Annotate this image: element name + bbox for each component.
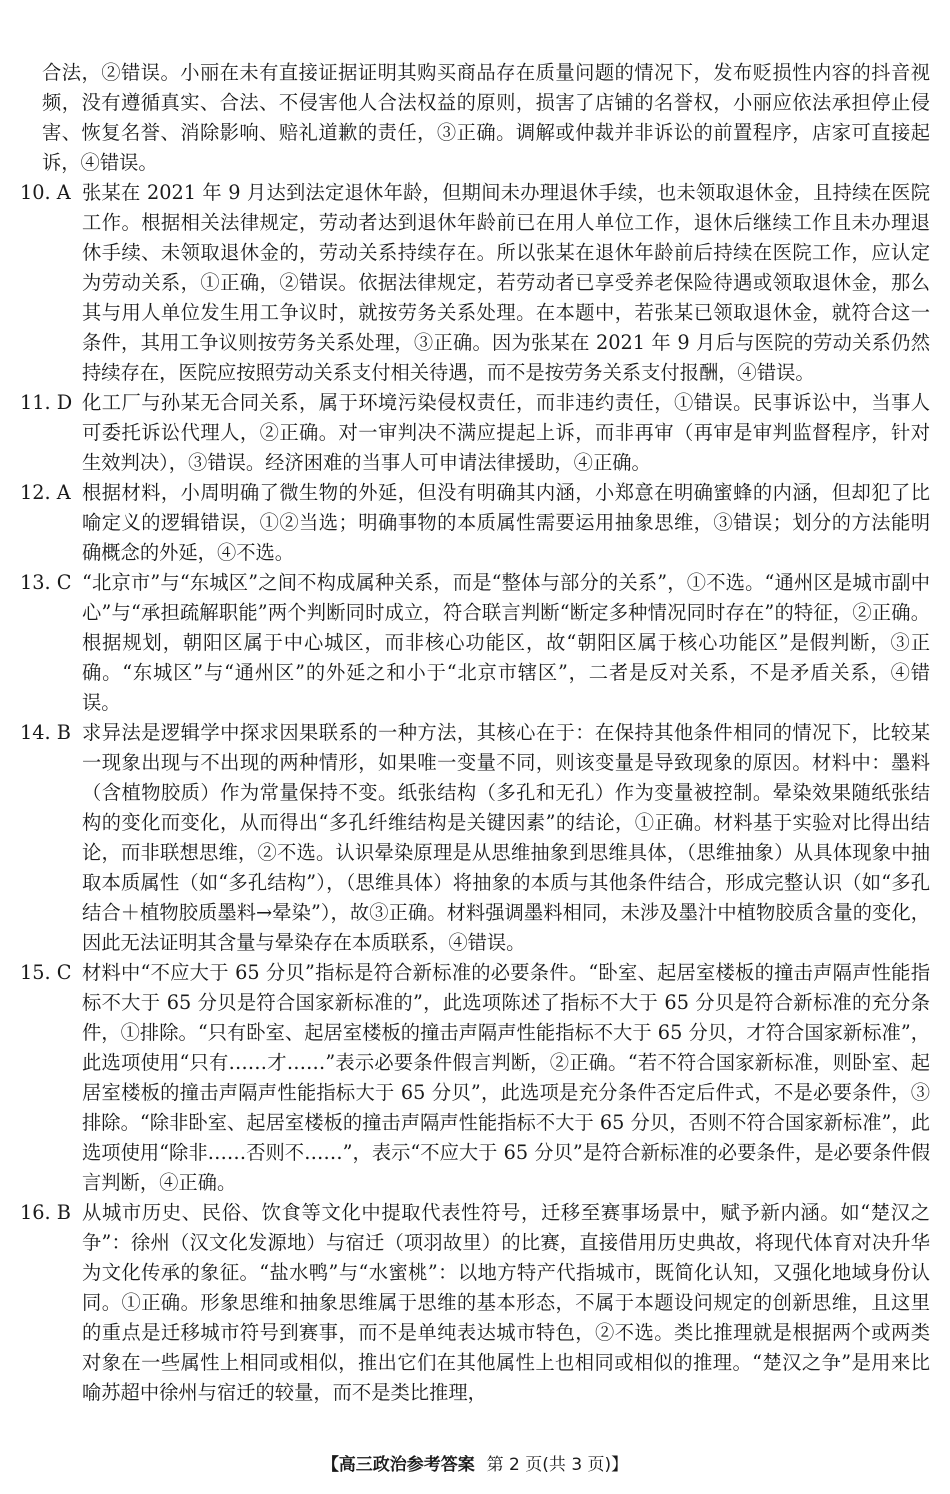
page-footer (0, 1450, 950, 1475)
answer-text: 根据材料，小周明确了微生物的外延，但没有明确其内涵，小郑意在明确蜜蜂的内涵，但却犯了比喻定义的逻辑错误，①②当选；明确事物的本质属性需要运用抽象思维，③错误；划分的方法能明确概念的外延，④不选。 (82, 481, 930, 564)
answer-item-15 (20, 958, 930, 1198)
question-number: 14. B (20, 721, 71, 744)
answer-item-16 (20, 1198, 930, 1408)
answer-text: 求异法是逻辑学中探求因果联系的一种方法，其核心在于：在保持其他条件相同的情况下，比较某一现象出现与不出现的两种情形，如果唯一变量不同，则该变量是导致现象的原因。材料中：墨料（含植物胶质）作为常量保持不变。纸张结构（多孔和无孔）作为变量被控制。晕染效果随纸张结构的变化而变化，从而得出“多孔纤维结构是关键因素”的结论，①正确。材料基于实验对比得出结论，而非联想思维，②不选。认识晕染原理是从思维抽象到思维具体，（思维抽象）从具体现象中抽取本质属性（如“多孔结构”），（思维具体）将抽象的本质与其他条件结合，形成完整认识（如“多孔结合＋植物胶质墨料→晕染”），故③正确。材料强调墨料相同，未涉及墨汁中植物胶质含量的变化，因此无法证明其含量与晕染存在本质联系，④错误。 (82, 721, 930, 954)
footer-page-number: 第 2 页(共 3 页)】 (486, 1455, 629, 1475)
question-number: 11. D (20, 391, 73, 414)
question-number: 10. A (20, 181, 71, 204)
footer-title: 【高三政治参考答案 (321, 1455, 475, 1475)
answer-item-11 (20, 388, 930, 478)
answer-text: 材料中“不应大于 65 分贝”指标是符合新标准的必要条件。“卧室、起居室楼板的撞击声隔声性能指标不大于 65 分贝是符合国家新标准的”，此选项陈述了指标不大于 65 分贝是符合新标准的充分条件，①排除。“只有卧室、起居室楼板的撞击声隔声性能指标不大于 65 分贝，才符合国家新标准”，此选项使用“只有……才……”表示必要条件假言判断，②正确。“若不符合国家新标准，则卧室、起居室楼板的撞击声隔声性能指标大于 65 分贝”，此选项是充分条件否定后件式，不是必要条件，③排除。“除非卧室、起居室楼板的撞击声隔声性能指标不大于 65 分贝，否则不符合国家新标准”，此选项使用“除非……否则不……”，表示“不应大于 65 分贝”是符合新标准的必要条件，是必要条件假言判断，④正确。 (82, 961, 930, 1194)
question-number: 13. C (20, 571, 72, 594)
answer-item-13 (20, 568, 930, 718)
answer-item-10 (20, 178, 930, 388)
answer-item-14 (20, 718, 930, 958)
question-number: 16. B (20, 1201, 71, 1224)
question-number: 12. A (20, 481, 71, 504)
answer-text: “北京市”与“东城区”之间不构成属种关系，而是“整体与部分的关系”，①不选。“通州区是城市副中心”与“承担疏解职能”两个判断同时成立，符合联言判断“断定多种情况同时存在”的特征，②正确。根据规划，朝阳区属于中心城区，而非核心功能区，故“朝阳区属于核心功能区”是假判断，③正确。“东城区”与“通州区”的外延之和小于“北京市辖区”，二者是反对关系，不是矛盾关系，④错误。 (82, 571, 930, 714)
answer-item-12 (20, 478, 930, 568)
continued-paragraph: 合法，②错误。小丽在未有直接证据证明其购买商品存在质量问题的情况下，发布贬损性内容的抖音视频，没有遵循真实、合法、不侵害他人合法权益的原则，损害了店铺的名誉权，小丽应依法承担停止侵害、恢复名誉、消除影响、赔礼道歉的责任，③正确。调解或仲裁并非诉讼的前置程序，店家可直接起诉，④错误。 (42, 61, 930, 174)
answer-text: 张某在 2021 年 9 月达到法定退休年龄，但期间未办理退休手续，也未领取退休金，且持续在医院工作。根据相关法律规定，劳动者达到退休年龄前已在用人单位工作，退休后继续工作且未办理退休手续、未领取退休金的，劳动关系持续存在。所以张某在退休年龄前后持续在医院工作，应认定为劳动关系，①正确，②错误。依据法律规定，若劳动者已享受养老保险待遇或领取退休金，那么其与用人单位发生用工争议时，就按劳务关系处理。在本题中，若张某已领取退休金，就符合这一条件，其用工争议则按劳务关系处理，③正确。因为张某在 2021 年 9 月后与医院的劳动关系仍然持续存在，医院应按照劳动关系支付相关待遇，而不是按劳务关系支付报酬，④错误。 (82, 181, 930, 384)
answer-text: 化工厂与孙某无合同关系，属于环境污染侵权责任，而非违约责任，①错误。民事诉讼中，当事人可委托诉讼代理人，②正确。对一审判决不满应提起上诉，而非再审（再审是审判监督程序，针对生效判决），③错误。经济困难的当事人可申请法律援助，④正确。 (82, 391, 930, 474)
answer-content (20, 58, 930, 1408)
answer-text: 从城市历史、民俗、饮食等文化中提取代表性符号，迁移至赛事场景中，赋予新内涵。如“楚汉之争”：徐州（汉文化发源地）与宿迁（项羽故里）的比赛，直接借用历史典故，将现代体育对决升华为文化传承的象征。“盐水鸭”与“水蜜桃”：以地方特产代指城市，既简化认知，又强化地域身份认同。①正确。形象思维和抽象思维属于思维的基本形态，不属于本题设问规定的创新思维，且这里的重点是迁移城市符号到赛事，而不是单纯表达城市特色，②不选。类比推理就是根据两个或两类对象在一些属性上相同或相似，推出它们在其他属性上也相同或相似的推理。“楚汉之争”是用来比喻苏超中徐州与宿迁的较量，而不是类比推理， (82, 1201, 930, 1404)
question-number: 15. C (20, 961, 72, 984)
